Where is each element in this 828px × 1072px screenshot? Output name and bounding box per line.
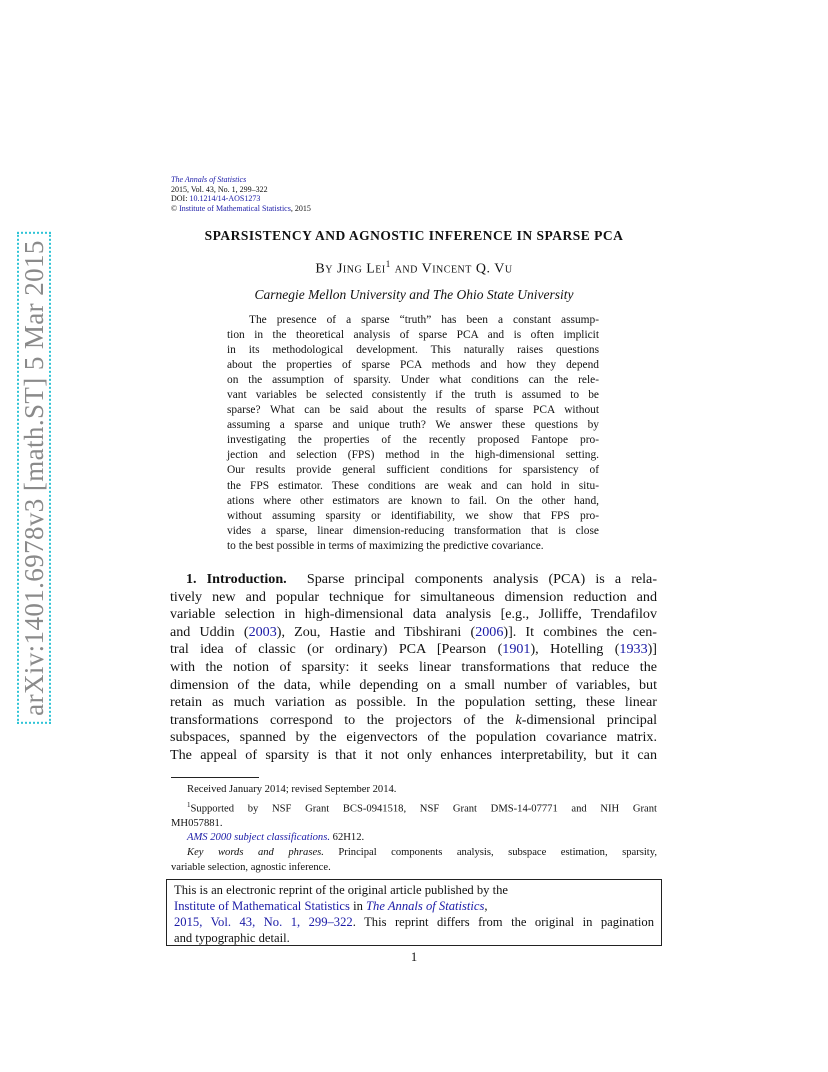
reprint-volume-link[interactable]: 2015, Vol. 43, No. 1, 299–322 [174, 915, 353, 929]
affiliation: Carnegie Mellon University and The Ohio State University [254, 287, 574, 302]
intro-line: with the notion of sparsity: it seeks linear transformations that reduce the [170, 658, 657, 675]
copyright-icon: © [171, 203, 178, 213]
introduction-section [170, 571, 657, 765]
footnote-divider [171, 777, 259, 778]
intro-text: tral idea of classic (or ordinary) PCA [Pearson ( [170, 641, 503, 658]
abstract-line: vant variables be selected consistently if the truth is assumed to be [227, 389, 599, 402]
section-heading: 1. Introduction. [186, 571, 287, 587]
author-line [0, 259, 828, 278]
citation-link-1933[interactable]: 1933 [619, 641, 648, 658]
support-text: Supported by NSF Grant BCS-0941518, NSF Grant DMS-14-07771 and NIH Grant [190, 803, 657, 815]
keywords-text: Principal components analysis, subspace estimation, sparsity, [323, 846, 657, 858]
received-note: Received January 2014; revised September 2014. [187, 784, 397, 795]
intro-text: ), Hotelling ( [530, 641, 620, 658]
intro-line: tively new and popular technique for simultaneous dimension reduction and [170, 588, 657, 605]
reprint-notice [166, 879, 662, 946]
intro-line: subspaces, spanned by the eigenvectors of the population covariance matrix. [170, 729, 657, 746]
footnote-mark: 1 [187, 800, 191, 809]
citation-link-2006[interactable]: 2006 [475, 623, 504, 640]
ams-value: 62H12. [330, 832, 365, 844]
and-label: and [394, 261, 418, 277]
abstract-line: the FPS estimator. These conditions are weak and can hold in situ- [227, 479, 599, 492]
intro-text: -dimensional principal [521, 711, 658, 728]
journal-volume: 2015, Vol. 43, No. 1, 299–322 [171, 184, 268, 194]
keywords-cont: variable selection, agnostic inference. [171, 861, 331, 873]
journal-name-link[interactable]: The Annals of Statistics [171, 175, 247, 184]
support-note [171, 798, 657, 817]
intro-line [170, 571, 657, 589]
ams-classification [171, 831, 657, 846]
abstract-line: investigating the properties of the recently proposed Fantope pro- [227, 434, 599, 447]
journal-info [171, 175, 311, 213]
abstract-line: ations where other estimators are known to fail. On the other hand, [227, 494, 599, 507]
ams-link[interactable]: AMS 2000 subject classifications. [187, 832, 331, 844]
footnote-mark-1: 1 [385, 259, 391, 269]
abstract-line: vides a sparse, linear dimension-reducing transformation that is close [227, 524, 599, 537]
intro-line [170, 641, 657, 659]
citation-link-1901[interactable]: 1901 [502, 641, 531, 658]
intro-text: Sparse principal components analysis (PCA) is a rela- [306, 571, 658, 587]
paper-title: SPARSISTENCY AND AGNOSTIC INFERENCE IN SPARSE PCA [204, 228, 624, 243]
author-lei: Jing Lei [336, 261, 386, 277]
abstract-line: without assuming sparsity or identifiability, we show that FPS pro- [227, 509, 599, 522]
doi-link[interactable]: 10.1214/14-AOS1273 [189, 194, 261, 203]
intro-line: variable selection in high-dimensional data analysis [e.g., Jolliffe, Trendafilov [170, 606, 657, 623]
reprint-text: in [349, 899, 367, 913]
reprint-text: , [484, 899, 488, 913]
reprint-text: . This reprint differs from the original in pagination [352, 915, 654, 929]
footnotes [171, 783, 657, 875]
abstract-line: about the properties of sparse PCA methods and how they depend [227, 359, 599, 372]
abstract-line: to the best possible in terms of maximizing the predictive covariance. [227, 539, 544, 552]
intro-text: )]. It combines the cen- [503, 623, 657, 640]
reprint-journal-link[interactable]: The Annals of Statistics [366, 899, 485, 913]
abstract-line: The presence of a sparse “truth” has been a constant assump- [249, 314, 599, 326]
doi-label: DOI: [171, 194, 188, 203]
arxiv-identifier[interactable]: arXiv:1401.6978v3 [math.ST] 5 Mar 2015 [17, 232, 51, 724]
intro-line: retain as much variation as possible. In the population setting, these linear [170, 694, 657, 711]
by-label: By [315, 261, 333, 277]
copyright-year: , 2015 [290, 203, 311, 213]
arxiv-stamp[interactable] [0, 0, 60, 1072]
reprint-line [174, 898, 654, 914]
intro-line [170, 712, 657, 730]
intro-text: )] [647, 641, 657, 658]
abstract-line: tion in the theoretical analysis of sparse PCA and is often implicit [227, 329, 599, 342]
intro-text: ), Zou, Hastie and Tibshirani ( [276, 623, 476, 640]
reprint-institute-link[interactable]: Institute of Mathematical Statistics [174, 899, 350, 913]
keywords-label: Key words and phrases. [187, 846, 324, 858]
intro-text: and Uddin ( [170, 623, 249, 640]
abstract-line: Our results provide general sufficient conditions for sparsistency of [227, 464, 599, 477]
reprint-line [174, 914, 654, 930]
abstract-line: on the assumption of sparsity. Under what conditions can the rele- [227, 374, 599, 387]
abstract-line: sparse? What can be said about the results of sparse PCA without [227, 404, 599, 417]
reprint-line: and typographic detail. [174, 931, 290, 945]
reprint-line: This is an electronic reprint of the original article published by the [174, 883, 508, 897]
citation-link-2003[interactable]: 2003 [248, 623, 277, 640]
abstract-line: assuming a sparse and unique truth? We answer these questions by [227, 419, 599, 432]
intro-line: The appeal of sparsity is that it not only enhances interpretability, but it can [170, 746, 657, 763]
abstract [227, 313, 599, 554]
institute-link[interactable]: Institute of Mathematical Statistics [179, 203, 291, 213]
keywords [171, 846, 657, 861]
page-number: 1 [410, 950, 418, 964]
abstract-line: in its methodological development. This naturally raises questions [227, 344, 599, 357]
intro-text: transformations correspond to the projectors of the [170, 711, 516, 728]
author-vu: Vincent Q. Vu [421, 261, 513, 277]
intro-line: dimension of the data, while depending on a small number of variables, but [170, 676, 657, 693]
intro-line [170, 624, 657, 642]
support-note-cont: MH057881. [171, 817, 223, 829]
math-k: k [515, 711, 522, 728]
abstract-line: jection and selection (FPS) method in the high-dimensional setting. [227, 449, 599, 462]
